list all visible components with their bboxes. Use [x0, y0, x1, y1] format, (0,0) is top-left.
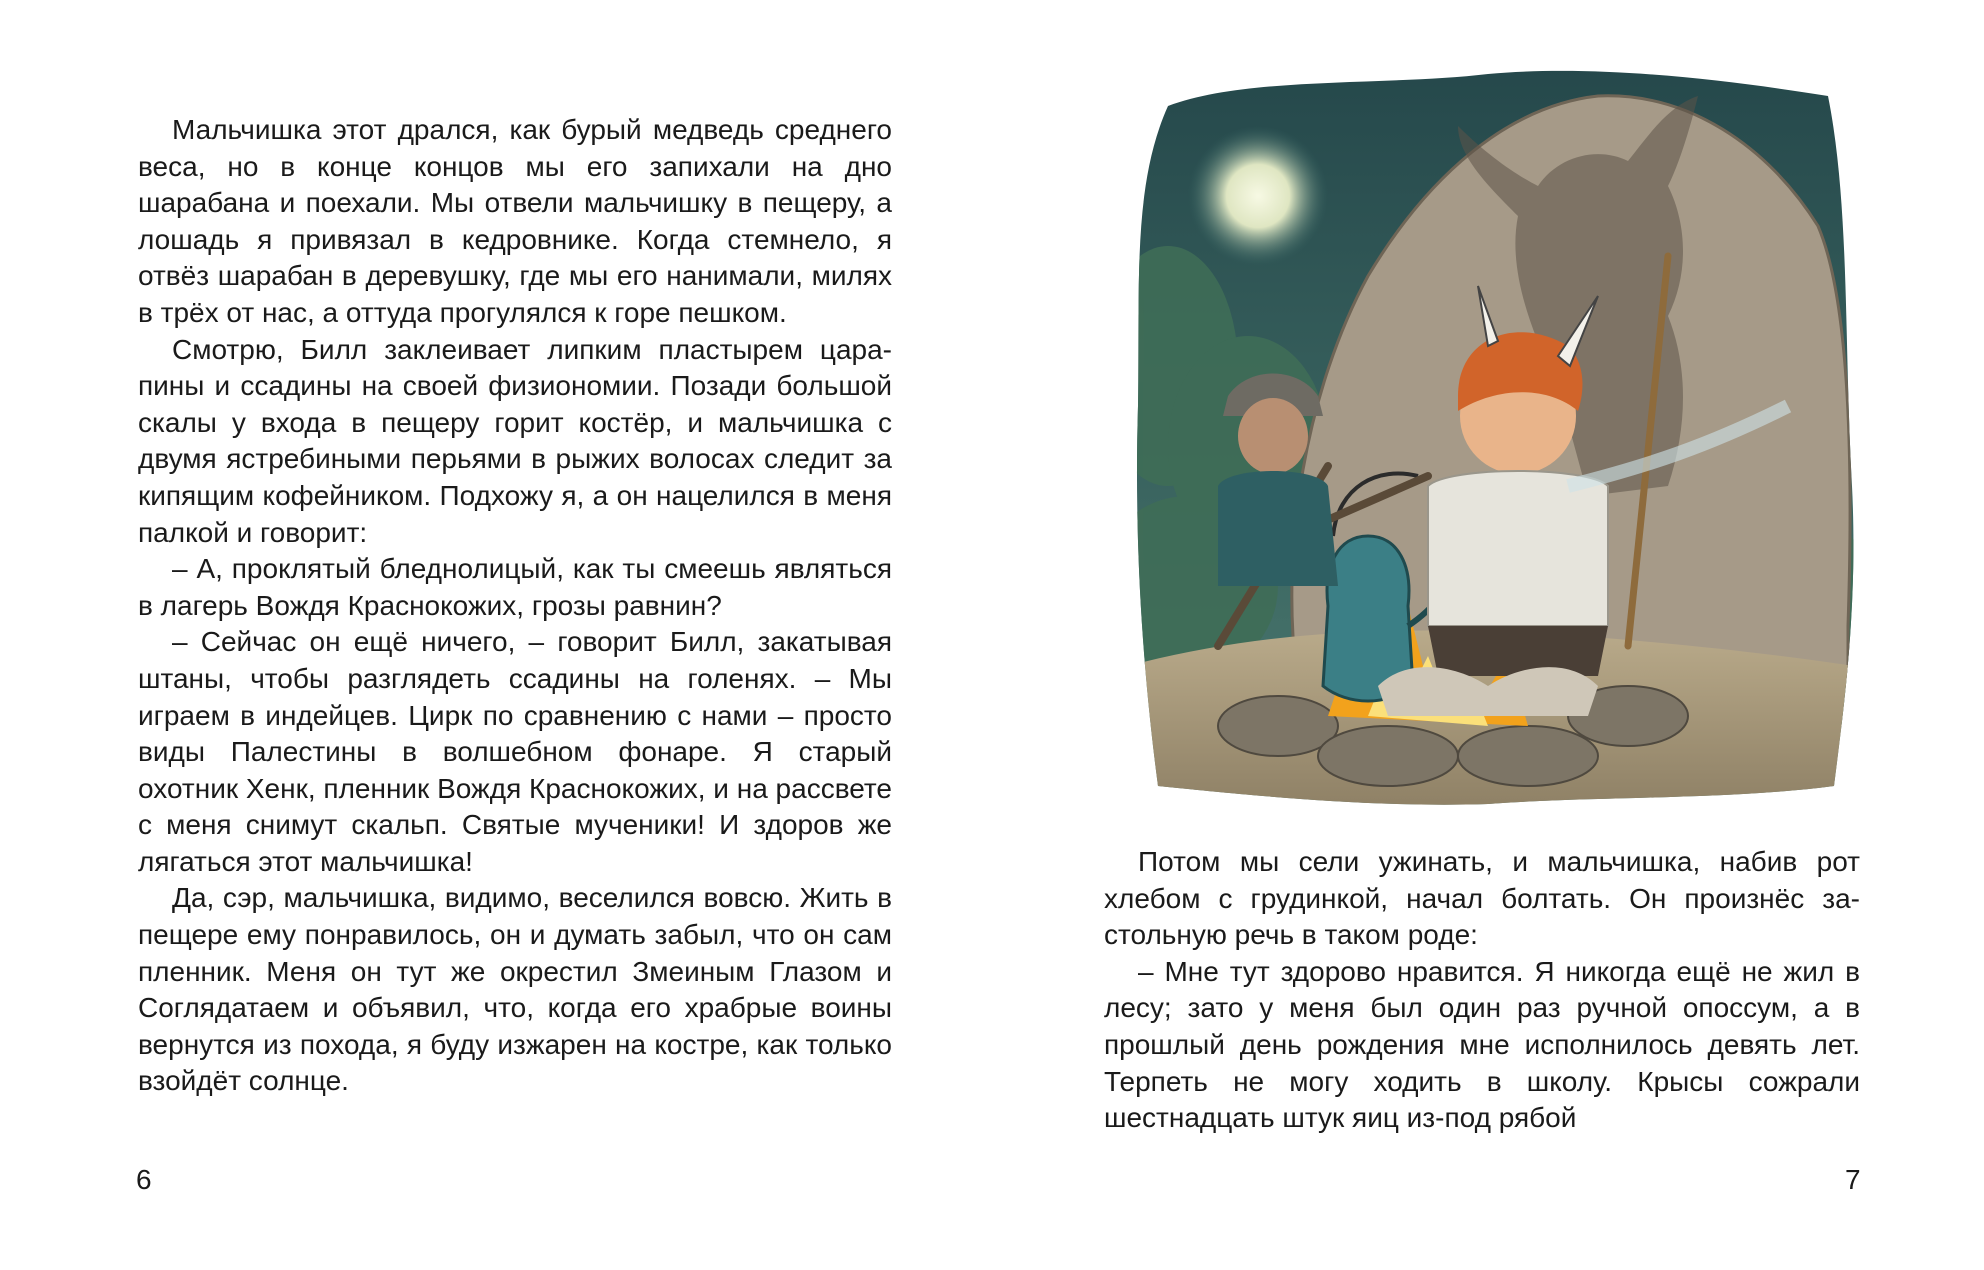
- paragraph: Мальчишка этот дрался, как бурый медведь среднего веса, но в конце концов мы его запихали на дно шарабана и поехали. Мы отвели мальчишку в пещеру, а лошадь я привязал в кедровнике. Когда стемнело, я отвёз шарабан в деревушку, где мы его нанимали, милях в трёх от нас, а оттуда прогулялся к горе пешком.: [138, 114, 892, 328]
- right-page: [992, 0, 1984, 1270]
- left-page-text: [138, 112, 892, 1100]
- page-number-left: 6: [136, 1164, 152, 1195]
- moon: [1188, 126, 1328, 266]
- bill-figure: [1218, 374, 1338, 587]
- illustration-image: [1128, 66, 1854, 806]
- paragraph: Потом мы сели ужинать, и мальчишка, набив рот хлебом с грудинкой, начал болтать. Он произнёс застольную речь в таком роде:: [1104, 846, 1860, 951]
- page-number-right: 7: [1845, 1164, 1861, 1195]
- paragraph: Да, сэр, мальчишка, видимо, веселился вовсю. Жить в пещере ему понравилось, он и думать забыл, что он сам пленник. Меня он тут же окрестил Змеиным Глазом и Соглядатаем и объявил, что, когда его храбрые воины вернутся из похода, я буду изжарен на костре, как только взойдёт солнце.: [138, 882, 892, 1097]
- paragraph: – А, проклятый бледнолицый, как ты смеешь являться в лагерь Вождя Краснокожих, грозы равнин?: [138, 553, 892, 621]
- right-page-text: [1104, 844, 1860, 1137]
- paragraph: – Мне тут здорово нравится. Я никогда ещё не жил в лесу; зато у меня был один раз ручной опоссум, а в прошлый день рождения мне исполнилось девять лет. Терпеть не могу ходить в школу. Крысы сожрали шестнадцать штук яиц из-под рябой: [1104, 955, 1860, 1134]
- paragraph: Смотрю, Билл заклеивает липким пластырем царапины и ссадины на своей физиономии. Позади большой скалы у входа в пещеру горит костёр, и мальчишка с двумя ястребиными перьями в рыжих волосах следит за кипящим кофейником. Подхожу я, а он нацелился в меня палкой и говорит:: [138, 333, 892, 548]
- story-illustration: [1128, 66, 1854, 806]
- paragraph: – Сейчас он ещё ничего, – говорит Билл, закатывая штаны, чтобы разглядеть ссадины на голенях. – Мы играем в индейцев. Цирк по сравнению с нами – просто виды Палестины в волшебном фонаре. Я старый охотник Хенк, пленник Вождя Краснокожих, и на рассвете с меня снимут скальп. Святые мученики! И здоров же лягаться этот мальчишка!: [138, 626, 892, 877]
